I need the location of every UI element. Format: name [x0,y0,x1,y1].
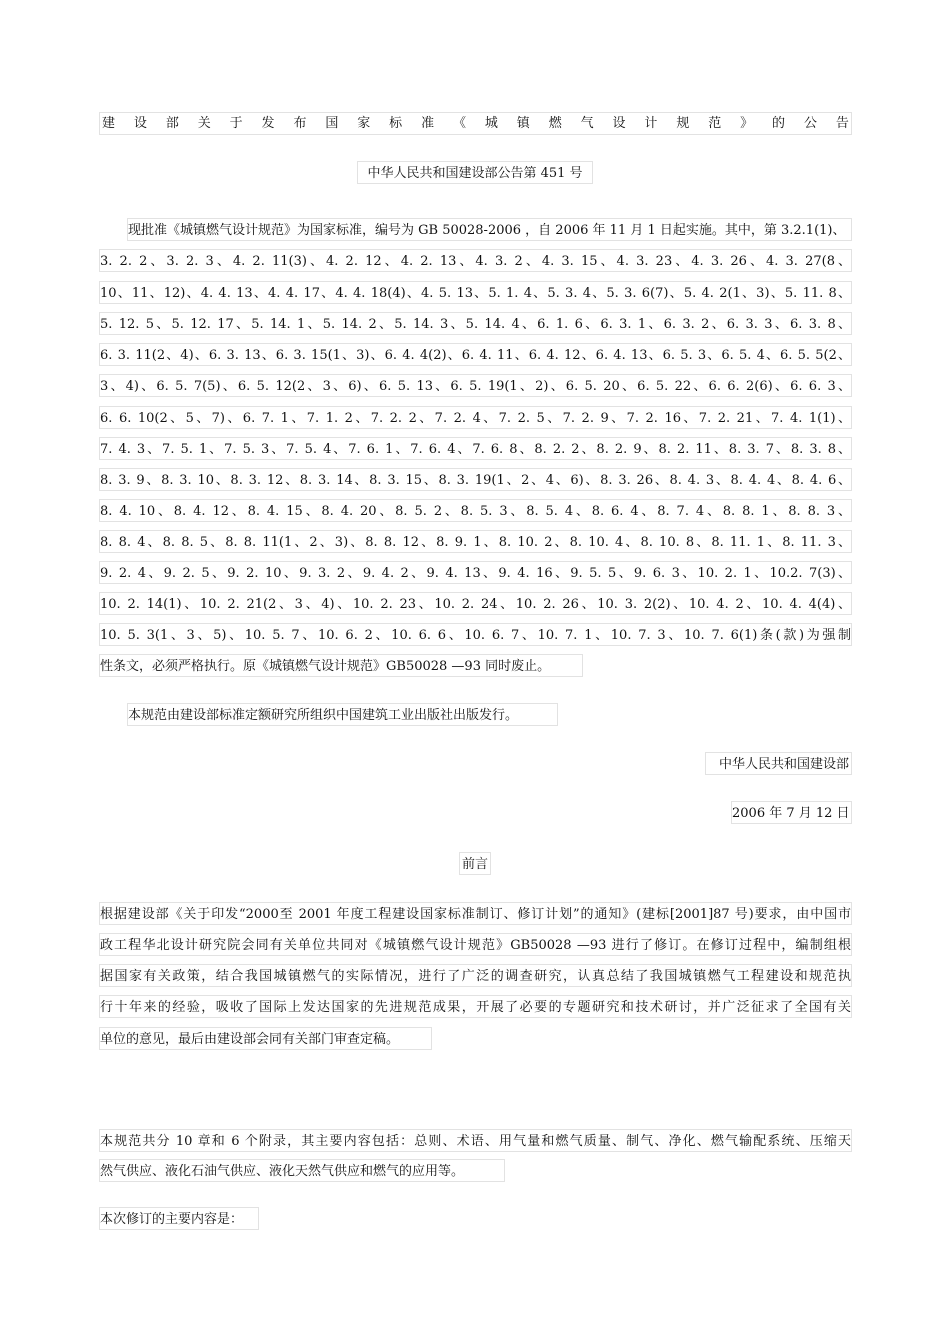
issue-date: 2006 年 7 月 12 日 [731,801,852,824]
title-char: 范 [708,116,722,131]
preface-line: 单位的意见，最后由建设部会同有关部门审查定稿。 [99,1027,432,1050]
body-line: 9. 2. 4、9. 2. 5、9. 2. 10、9. 3. 2、9. 4. 2、9. 4. 13、9. 4. 16、9. 5. 5、9. 6. 3、10. 2. 1、10.2. 7(3)、 [99,561,852,584]
body-line: 3. 2. 2、3. 2. 3、4. 2. 11(3)、4. 2. 12、4. 2. 13、4. 3. 2、4. 3. 15、4. 3. 23、4. 3. 26、4. 3. 27(8、 [99,249,852,272]
title-char: 关 [197,116,211,131]
title-char: 镇 [516,116,530,131]
title-char: 于 [229,116,243,131]
body-line: 7. 4. 3、7. 5. 1、7. 5. 3、7. 5. 4、7. 6. 1、7. 6. 4、7. 6. 8、8. 2. 2、8. 2. 9、8. 2. 11、8. 3. 7、8. 3. 8、 [99,437,852,460]
body-line: 6. 6. 10(2、5、7)、6. 7. 1、7. 1. 2、7. 2. 2、7. 2. 4、7. 2. 5、7. 2. 9、7. 2. 16、7. 2. 21、7. 4. 1(1)、 [99,406,852,429]
title-char: 燃 [548,116,562,131]
preface-line: 根据建设部《关于印发“2000至 2001 年度工程建设国家标准制订、修订计划”的通知》(建标[2001]87 号)要求，由中国市 [99,902,852,925]
body-line: 5. 12. 5、5. 12. 17、5. 14. 1、5. 14. 2、5. 14. 3、5. 14. 4、6. 1. 6、6. 3. 1、6. 3. 2、6. 3. 3、6. 3. 8、 [99,312,852,335]
title-char: 城 [484,116,498,131]
title-char: 计 [644,116,658,131]
body-line: 10. 5. 3(1、3、5)、10. 5. 7、10. 6. 2、10. 6. 6、10. 6. 7、10. 7. 1、10. 7. 3、10. 7. 6(1)条(款)为强制 [99,623,852,646]
contents-line: 然气供应、液化石油气供应、液化天然气供应和燃气的应用等。 [99,1159,505,1182]
title-char: 准 [421,116,435,131]
body-line: 8. 8. 4、8. 8. 5、8. 8. 11(1、2、3)、8. 8. 12、8. 9. 1、8. 10. 2、8. 10. 4、8. 10. 8、8. 11. 1、8. 11. 3、 [99,530,852,553]
title-char: 公 [803,116,817,131]
body-line: 8. 3. 9、8. 3. 10、8. 3. 12、8. 3. 14、8. 3. 15、8. 3. 19(1、2、4、6)、8. 3. 26、8. 4. 3、8. 4. 4、8. 4. 6、 [99,468,852,491]
body-line: 现批准《城镇燃气设计规范》为国家标准，编号为 GB 50028-2006 ，自 2006 年 11 月 1 日起实施。其中，第 3.2.1(1)、 [127,218,852,241]
title-char: 布 [293,116,307,131]
title-char: 部 [165,116,179,131]
announcement-number: 中华人民共和国建设部公告第 451 号 [357,161,593,184]
contents-line: 本规范共分 10 章和 6 个附录，其主要内容包括：总则、术语、用气量和燃气质量、制气、净化、燃气输配系统、压缩天 [99,1129,852,1152]
issuer: 中华人民共和国建设部 [705,752,852,775]
body-line: 8. 4. 10、8. 4. 12、8. 4. 15、8. 4. 20、8. 5. 2、8. 5. 3、8. 5. 4、8. 6. 4、8. 7. 4、8. 8. 1、8. 8. 3、 [99,499,852,522]
title-char: 告 [835,116,849,131]
title-char: 国 [325,116,339,131]
body-line: 3、4)、6. 5. 7(5)、6. 5. 12(2、3、6)、6. 5. 13、6. 5. 19(1、2)、6. 5. 20、6. 5. 22、6. 6. 2(6)、6. 6. 3、 [99,374,852,397]
preface-line: 政工程华北设计研究院会同有关单位共同对《城镇燃气设计规范》GB50028 —93 进行了修订。在修订过程中，编制组根 [99,933,852,956]
title-char: 建 [102,116,116,131]
title-char: 气 [580,116,594,131]
body-line: 10. 2. 14(1)、10. 2. 21(2、3、4)、10. 2. 23、10. 2. 24、10. 2. 26、10. 3. 2(2)、10. 4. 2、10. 4. 4(4)、 [99,592,852,615]
body-line: 6. 3. 11(2、4)、6. 3. 13、6. 3. 15(1、3)、6. 4. 4(2)、6. 4. 11、6. 4. 12、6. 4. 13、6. 5. 3、6. 5. 4、6. 5. 5(2、 [99,343,852,366]
preface-line: 据国家有关政策，结合我国城镇燃气的实际情况，进行了广泛的调查研究，认真总结了我国城镇燃气工程建设和规范执 [99,964,852,987]
title-char: 》 [740,116,754,131]
preface-heading: 前言 [459,852,491,875]
title-char: 《 [452,116,466,131]
title-char: 设 [612,116,626,131]
title-char: 发 [261,116,275,131]
title-char: 的 [772,116,786,131]
title-char: 设 [133,116,147,131]
body-line: 性条文，必须严格执行。原《城镇燃气设计规范》GB50028 —93 同时废止。 [99,654,583,677]
title-char: 标 [389,116,403,131]
body-line: 10、11、12)、4. 4. 13、4. 4. 17、4. 4. 18(4)、4. 5. 13、5. 1. 4、5. 3. 4、5. 3. 6(7)、5. 4. 2(1、3)、5. 11. 8、 [99,281,852,304]
title-char: 规 [676,116,690,131]
publish-note: 本规范由建设部标准定额研究所组织中国建筑工业出版社出版发行。 [127,703,558,726]
title-char: 家 [357,116,371,131]
announcement-title [99,112,852,135]
preface-line: 行十年来的经验，吸收了国际上发达国家的先进规范成果，开展了必要的专题研究和技术研讨，并广泛征求了全国有关 [99,995,852,1018]
revision-intro: 本次修订的主要内容是： [99,1207,259,1230]
